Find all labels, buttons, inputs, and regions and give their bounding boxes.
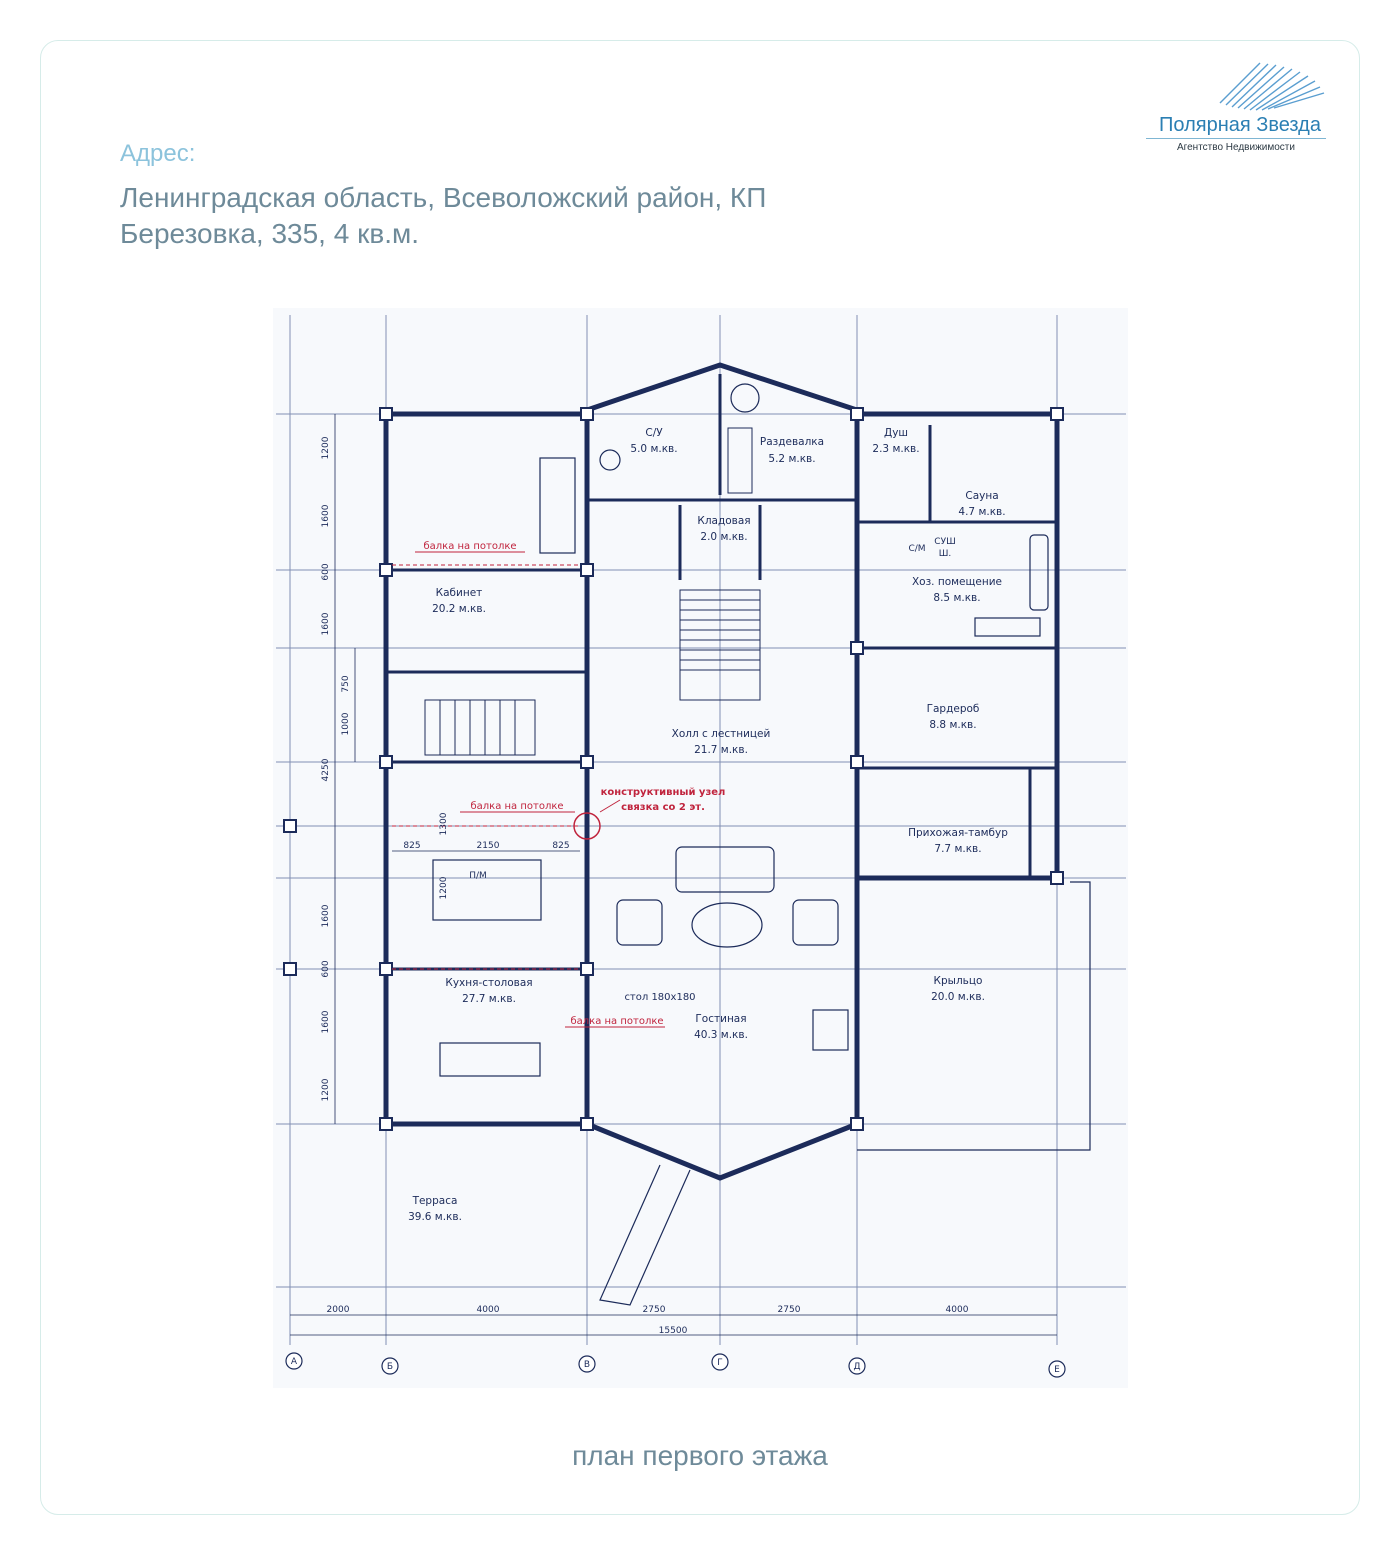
dimension-label: 1200	[321, 436, 331, 460]
room-area: 4.7 м.кв.	[958, 506, 1006, 518]
beam-note: балка на потолке	[470, 801, 564, 812]
room-name: Кабинет	[435, 587, 483, 599]
dimension-label: 825	[552, 841, 570, 851]
dimension-label: 600	[321, 960, 331, 978]
axis-label: Б	[386, 1362, 394, 1372]
room-name: Сауна	[965, 490, 999, 502]
room-area: 2.3 м.кв.	[872, 443, 920, 455]
room-name: С/У	[645, 427, 663, 439]
axis-label: А	[290, 1357, 298, 1367]
company-logo[interactable]	[1140, 58, 1330, 158]
beam-note: балка на потолке	[570, 1016, 664, 1027]
room-area: 5.2 м.кв.	[768, 453, 816, 465]
address-label: Адрес:	[120, 140, 196, 167]
room-name: Душ	[883, 427, 909, 439]
total-dimension-label: 15500	[658, 1326, 688, 1336]
dimension-label: 4250	[321, 758, 331, 782]
room-area: 5.0 м.кв.	[630, 443, 678, 455]
room-name: Холл с лестницей	[671, 728, 771, 740]
washer-label: С/М	[908, 544, 926, 554]
axis-label: В	[583, 1360, 591, 1370]
room-area: 39.6 м.кв.	[408, 1211, 462, 1223]
dimension-label: 2150	[476, 841, 500, 851]
beam-note: балка на потолке	[423, 541, 517, 552]
dimension-label: 4000	[945, 1305, 969, 1315]
room-name: Терраса	[412, 1195, 458, 1207]
dimension-label: 1300	[439, 812, 449, 836]
room-area: 2.0 м.кв.	[700, 531, 748, 543]
structural-node-note: связка со 2 эт.	[621, 802, 705, 813]
dimension-label: 2750	[777, 1305, 801, 1315]
dimension-label: 1600	[321, 1010, 331, 1034]
dimension-label: 1600	[321, 904, 331, 928]
table-note: стол 180х180	[624, 992, 696, 1003]
room-name: Раздевалка	[759, 436, 825, 448]
dimension-label: 1600	[321, 612, 331, 636]
dimension-label: 825	[403, 841, 421, 851]
dryer-label-2: Ш.	[938, 549, 952, 559]
room-area: 20.2 м.кв.	[432, 603, 486, 615]
room-area: 40.3 м.кв.	[694, 1029, 748, 1041]
plan-caption: план первого этажа	[572, 1440, 828, 1471]
dimension-label: 600	[321, 563, 331, 581]
dimension-label: 2000	[326, 1305, 350, 1315]
room-name: Прихожая-тамбур	[908, 827, 1008, 839]
dimension-label: 4000	[476, 1305, 500, 1315]
room-area: 27.7 м.кв.	[462, 993, 516, 1005]
room-area: 7.7 м.кв.	[934, 843, 982, 855]
logo-divider	[1146, 138, 1326, 139]
dimension-label: 750	[341, 675, 351, 693]
room-area: 8.8 м.кв.	[929, 719, 977, 731]
room-name: Хоз. помещение	[911, 576, 1003, 588]
logo-name: Полярная Звезда	[1159, 114, 1321, 136]
room-area: 21.7 м.кв.	[694, 744, 748, 756]
logo-subtitle: Агентство Недвижимости	[1177, 142, 1295, 153]
logo-star-icon	[1200, 58, 1330, 118]
room-name: Кухня-столовая	[445, 977, 533, 989]
dimension-label: 2750	[642, 1305, 666, 1315]
axis-label: Е	[1054, 1365, 1060, 1375]
dimension-label: 1200	[321, 1078, 331, 1102]
room-name: Крыльцо	[933, 975, 983, 987]
dimension-label: 1000	[341, 712, 351, 736]
axis-label: Д	[853, 1362, 861, 1372]
structural-node-note: конструктивный узел	[600, 787, 726, 798]
dimension-label: 1600	[321, 504, 331, 528]
dimension-label: 1200	[439, 876, 449, 900]
floor-plan-image	[273, 308, 1128, 1388]
room-name: Гостиная	[695, 1013, 747, 1025]
room-area: 8.5 м.кв.	[933, 592, 981, 604]
dishwasher-label: П/М	[469, 871, 487, 881]
room-name: Кладовая	[697, 515, 751, 527]
room-area: 20.0 м.кв.	[931, 991, 985, 1003]
dryer-label: СУШ	[934, 537, 956, 547]
axis-label: Г	[717, 1358, 723, 1368]
room-name: Гардероб	[926, 703, 980, 715]
address-text: Ленинградская область, Всеволожский район, КП Березовка, 335, 4 кв.м.	[120, 182, 767, 249]
